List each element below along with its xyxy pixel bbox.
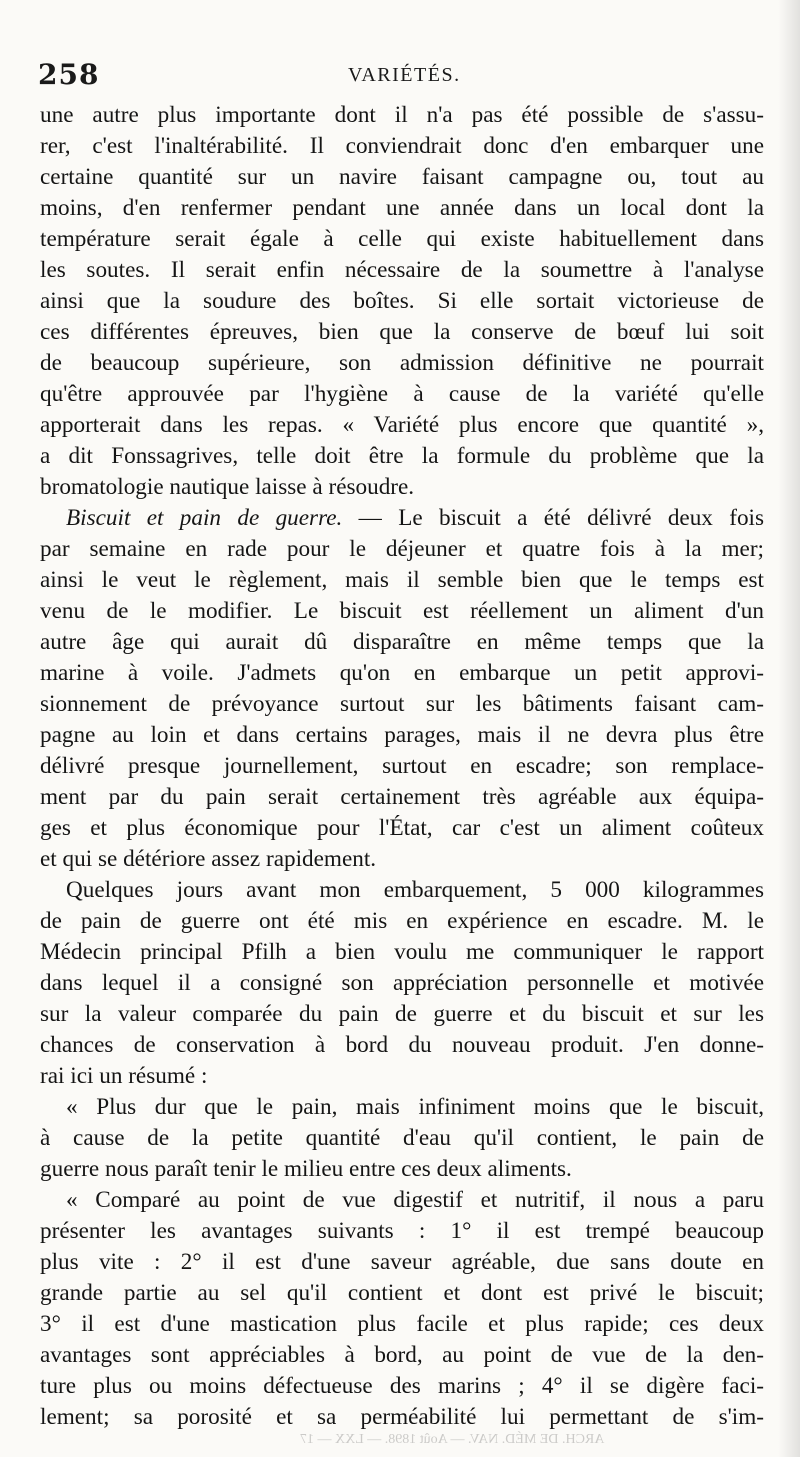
text-line: sur la valeur comparée du pain de guerre et du biscuit et sur les bbox=[40, 1001, 764, 1027]
text-line: plus vite : 2° il est d'une saveur agréable, due sans doute en bbox=[40, 1249, 764, 1275]
text-line: de beaucoup supérieure, son admission définitive ne pourrait bbox=[40, 350, 764, 376]
text-line: ment par du pain serait certainement très agréable aux équipa- bbox=[40, 784, 764, 810]
text-line: ture plus ou moins défectueuse des marins ; 4° il se digère faci- bbox=[40, 1373, 764, 1399]
body-text bbox=[40, 100, 764, 1433]
text-line: à cause de la petite quantité d'eau qu'il contient, le pain de bbox=[40, 1125, 764, 1151]
text-line: par semaine en rade pour le déjeuner et quatre fois à la mer; bbox=[40, 536, 764, 562]
page-number: 258 bbox=[38, 58, 100, 91]
text-line: ces différentes épreuves, bien que la conserve de bœuf lui soit bbox=[40, 319, 764, 345]
text-line: moins, d'en renfermer pendant une année dans un local dont la bbox=[40, 195, 764, 221]
text-line: apporterait dans les repas. « Variété plus encore que quantité », bbox=[40, 412, 764, 438]
text-line: 3° il est d'une mastication plus facile et plus rapide; ces deux bbox=[40, 1311, 764, 1337]
text-line: « Comparé au point de vue digestif et nutritif, il nous a paru bbox=[66, 1187, 764, 1213]
bleed-through-footer: ARCH. DE MÉD. NAV. — Août 1898. — LXX — 17 bbox=[300, 1432, 605, 1447]
section-heading: Biscuit et pain de guerre. bbox=[66, 505, 343, 531]
text-line: une autre plus importante dont il n'a pas été possible de s'assu- bbox=[40, 102, 764, 128]
text-line: ainsi que la soudure des boîtes. Si elle sortait victorieuse de bbox=[40, 288, 764, 314]
text-line: lement; sa porosité et sa perméabilité lui permettant de s'im- bbox=[40, 1404, 764, 1430]
text-line: marine à voile. J'admets qu'on en embarque un petit approvi- bbox=[40, 660, 764, 686]
text-line: ges et plus économique pour l'État, car c'est un aliment coûteux bbox=[40, 815, 764, 841]
text-line: bromatologie nautique laisse à résoudre. bbox=[40, 474, 415, 500]
text-line: rai ici un résumé : bbox=[40, 1063, 208, 1089]
text-line: a dit Fonssagrives, telle doit être la formule du problème que la bbox=[40, 443, 764, 469]
text-line: guerre nous paraît tenir le milieu entre ces deux aliments. bbox=[40, 1156, 572, 1182]
text-line: température serait égale à celle qui existe habituellement dans bbox=[40, 226, 764, 252]
text-line: chances de conservation à bord du nouveau produit. J'en donne- bbox=[40, 1032, 764, 1058]
text-line: ainsi le veut le règlement, mais il semble bien que le temps est bbox=[40, 567, 764, 593]
section-line-text: — Le biscuit a été délivré deux fois bbox=[358, 505, 765, 531]
text-line: grande partie au sel qu'il contient et dont est privé le biscuit; bbox=[40, 1280, 764, 1306]
text-line: venu de le modifier. Le biscuit est réellement un aliment d'un bbox=[40, 598, 764, 624]
text-line: présenter les avantages suivants : 1° il est trempé beaucoup bbox=[40, 1218, 764, 1244]
text-line: dans lequel il a consigné son appréciation personnelle et motivée bbox=[40, 970, 764, 996]
text-line: rer, c'est l'inaltérabilité. Il conviendrait donc d'en embarquer une bbox=[40, 133, 764, 159]
text-line: Quelques jours avant mon embarquement, 5 000 kilogrammes bbox=[66, 877, 764, 903]
text-line: et qui se détériore assez rapidement. bbox=[40, 846, 377, 872]
section-line bbox=[40, 503, 764, 534]
text-line: « Plus dur que le pain, mais infiniment moins que le biscuit, bbox=[66, 1094, 764, 1120]
text-line: de pain de guerre ont été mis en expérience en escadre. M. le bbox=[40, 908, 764, 934]
text-line: les soutes. Il serait enfin nécessaire de la soumettre à l'analyse bbox=[40, 257, 764, 283]
page-header bbox=[38, 58, 760, 98]
text-line: délivré presque journellement, surtout en escadre; son remplace- bbox=[40, 753, 764, 779]
text-line: qu'être approuvée par l'hygiène à cause de la variété qu'elle bbox=[40, 381, 764, 407]
text-line: sionnement de prévoyance surtout sur les bâtiments faisant cam- bbox=[40, 691, 764, 717]
text-line: pagne au loin et dans certains parages, mais il ne devra plus être bbox=[40, 722, 764, 748]
running-title: VARIÉTÉS. bbox=[348, 64, 461, 86]
text-line: autre âge qui aurait dû disparaître en même temps que la bbox=[40, 629, 764, 655]
text-line: avantages sont appréciables à bord, au point de vue de la den- bbox=[40, 1342, 764, 1368]
page-edge-shadow bbox=[778, 0, 800, 1457]
text-line: certaine quantité sur un navire faisant campagne ou, tout au bbox=[40, 164, 764, 190]
text-line: Médecin principal Pfilh a bien voulu me communiquer le rapport bbox=[40, 939, 764, 965]
